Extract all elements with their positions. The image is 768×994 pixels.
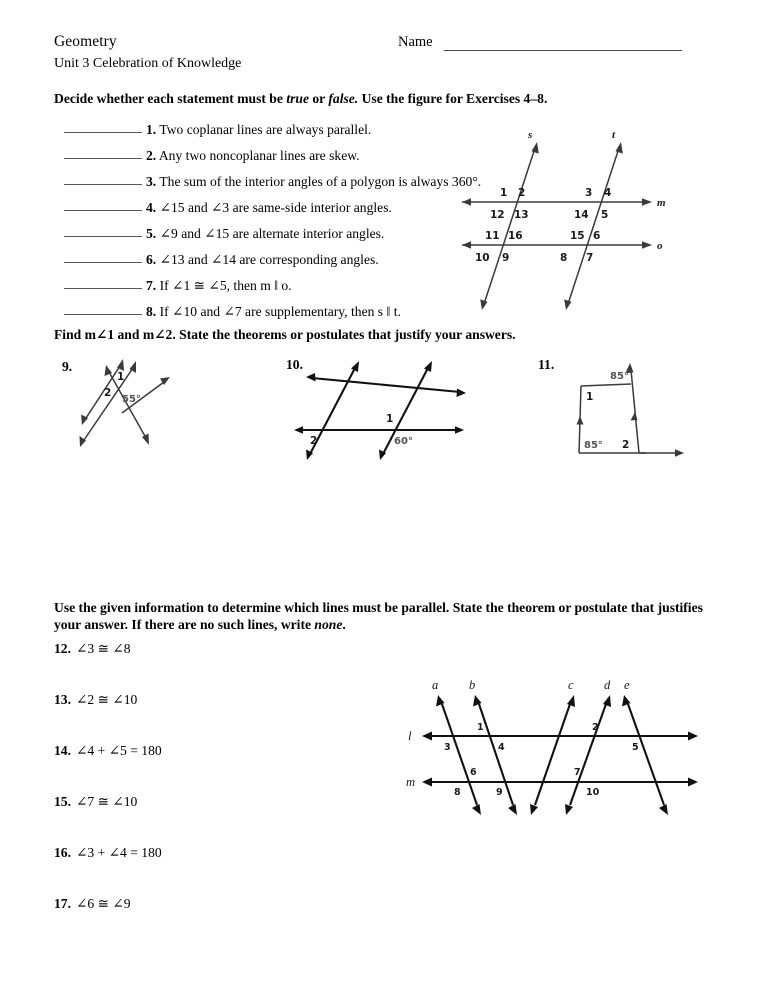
bottom-angle-label-2: 2 <box>592 722 599 733</box>
line-o-arrow-left <box>462 241 471 249</box>
figure-problem-10 <box>282 352 502 472</box>
angle-label-3: 3 <box>585 187 593 199</box>
item-text: The sum of the interior angles of a polygon is always 360°. <box>159 174 482 189</box>
name-input-line[interactable] <box>444 50 682 51</box>
transversal-b-arrow-bottom <box>508 804 517 815</box>
true-false-text-3 <box>146 174 481 190</box>
bottom-angle-label-8: 8 <box>454 787 461 798</box>
bottom-angle-label-6: 6 <box>470 767 477 778</box>
figure-top-svg <box>452 126 714 316</box>
parallel-question-item <box>54 896 354 947</box>
prob10-upper-arrow-right <box>457 389 467 398</box>
prob9-transversal <box>109 372 146 438</box>
item-number: 5. <box>146 226 157 241</box>
true-false-item <box>54 192 474 218</box>
line-label-m: m <box>657 197 666 209</box>
bottom-angle-label-1: 1 <box>477 722 484 733</box>
angle-label-14: 14 <box>574 209 589 221</box>
transversal-label-e: e <box>624 678 630 692</box>
item-text: ∠9 and ∠15 are alternate interior angles. <box>159 226 385 241</box>
prob11-left-side-arrow <box>577 416 584 425</box>
transversal-label-t: t <box>612 129 616 141</box>
name-label: Name <box>398 34 433 50</box>
true-false-item <box>54 244 474 270</box>
transversal-label-d: d <box>604 678 611 692</box>
angle-label-15: 15 <box>570 230 585 242</box>
line-l-arrow-left <box>422 732 432 741</box>
item-text: ∠6 ≅ ∠9 <box>76 896 131 911</box>
instruction-par-part-a: Use the given information to determine which lines must be parallel. State the theorem or postulate that justifies your answer. If there are no such lines, write <box>54 600 703 632</box>
line-label-o: o <box>657 240 663 252</box>
true-false-item <box>54 166 482 192</box>
answer-blank-5[interactable] <box>64 236 142 237</box>
item-text: ∠15 and ∠3 are same-side interior angles. <box>159 200 392 215</box>
true-false-item <box>54 218 474 244</box>
prob9-angle-measure: 55° <box>122 394 141 405</box>
transversal-s-arrow-top <box>532 142 539 154</box>
item-number: 16. <box>54 845 71 860</box>
item-text: Any two noncoplanar lines are skew. <box>158 148 360 163</box>
parallel-question-item <box>54 692 354 743</box>
item-text: If ∠10 and ∠7 are supplementary, then s ‖ t. <box>159 304 401 319</box>
bottom-angle-label-7: 7 <box>574 767 581 778</box>
transversal-t <box>568 148 619 304</box>
transversal-d-arrow-top <box>603 695 611 707</box>
answer-blank-2[interactable] <box>64 158 142 159</box>
prob10-transversal-left-arrow-top <box>351 361 359 372</box>
problem-number-10: 10. <box>286 357 303 372</box>
true-false-text-7 <box>146 278 292 294</box>
prob10-lower-arrow-left <box>294 426 303 434</box>
item-number: 15. <box>54 794 71 809</box>
bottom-angle-label-4: 4 <box>498 742 505 753</box>
figure-five-transversals <box>392 672 716 824</box>
angle-label-16: 16 <box>508 230 523 242</box>
transversal-s-arrow-bottom <box>480 299 487 310</box>
answer-blank-7[interactable] <box>64 288 142 289</box>
prob10-angle-label-2: 2 <box>310 435 318 447</box>
transversal-c <box>535 704 570 805</box>
angle-label-2: 2 <box>518 187 526 199</box>
parallel-question-item <box>54 845 354 896</box>
transversal-c-arrow-top <box>567 695 575 707</box>
line-o-arrow-right <box>642 241 652 249</box>
answer-blank-1[interactable] <box>64 132 142 133</box>
line-m-arrow-left <box>462 198 471 206</box>
item-number: 8. <box>146 304 157 319</box>
parallel-question-item <box>54 641 354 692</box>
answer-blank-3[interactable] <box>64 184 142 185</box>
transversal-label-s: s <box>528 129 533 141</box>
item-number: 4. <box>146 200 157 215</box>
prob10-angle-measure: 60° <box>394 436 413 447</box>
angle-label-9: 9 <box>502 252 510 264</box>
item-text: ∠3 ≅ ∠8 <box>76 641 131 656</box>
angle-label-5: 5 <box>601 209 609 221</box>
figure-problem-9 <box>60 352 240 472</box>
transversal-e <box>628 704 664 805</box>
item-number: 7. <box>146 278 157 293</box>
item-number: 1. <box>146 122 157 137</box>
prob11-bottom-ray-arrow <box>675 449 684 457</box>
prob9-angle-label-1: 1 <box>117 371 125 383</box>
true-false-item <box>54 114 474 140</box>
prob10-transversal-right-arrow-top <box>424 361 432 372</box>
true-false-item <box>54 296 474 322</box>
angle-label-7: 7 <box>586 252 594 264</box>
true-false-text-8 <box>146 304 401 320</box>
bottom-angle-label-3: 3 <box>444 742 451 753</box>
item-number: 12. <box>54 641 71 656</box>
parallel-questions-list <box>54 641 354 947</box>
line-m-arrow-right <box>642 198 652 206</box>
item-number: 17. <box>54 896 71 911</box>
item-number: 6. <box>146 252 157 267</box>
prob11-right-side-arrow-mid <box>631 412 638 421</box>
instruction-find-angles: Find m∠1 and m∠2. State the theorems or postulates that justify your answers. <box>54 327 516 342</box>
angle-label-12: 12 <box>490 209 505 221</box>
angle-label-6: 6 <box>593 230 601 242</box>
true-false-text-5 <box>146 226 384 242</box>
true-false-text-2 <box>146 148 360 164</box>
true-false-item <box>54 140 474 166</box>
instruction-tf-true: true <box>286 91 309 106</box>
item-number: 2. <box>146 148 157 163</box>
angle-label-11: 11 <box>485 230 500 242</box>
figure-problem-11 <box>536 350 726 475</box>
figure-prob10-svg <box>282 352 502 472</box>
line-label-m-bottom: m <box>406 775 416 789</box>
instruction-parallel-lines <box>54 600 722 633</box>
true-false-list <box>54 114 482 322</box>
parallel-question-item <box>54 743 354 794</box>
item-number: 3. <box>146 174 157 189</box>
prob11-angle-label-1: 1 <box>586 391 594 403</box>
transversal-a-arrow-bottom <box>472 804 481 815</box>
figure-prob9-svg <box>60 352 240 472</box>
true-false-text-4 <box>146 200 392 216</box>
prob11-right-side <box>631 370 639 453</box>
prob11-angle-label-2: 2 <box>622 439 630 451</box>
prob11-measure-top: 85° <box>610 371 629 382</box>
prob11-measure-bottom: 85° <box>584 440 603 451</box>
item-number: 14. <box>54 743 71 758</box>
figure-bottom-svg <box>392 672 716 824</box>
true-false-text-1 <box>146 122 371 138</box>
prob11-top-segment <box>581 384 631 386</box>
line-m-bottom-arrow-right <box>688 778 698 787</box>
problem-number-11: 11. <box>538 357 555 372</box>
prob10-lower-arrow-right <box>455 426 464 434</box>
bottom-angle-label-9: 9 <box>496 787 503 798</box>
figure-parallel-lines-transversals <box>452 126 714 316</box>
transversal-s <box>484 148 535 304</box>
transversal-label-b: b <box>469 678 476 692</box>
item-text: ∠2 ≅ ∠10 <box>76 692 138 707</box>
angle-label-1: 1 <box>500 187 508 199</box>
instruction-tf-or: or <box>308 91 329 106</box>
parallel-question-item <box>54 794 354 845</box>
transversal-label-a: a <box>432 678 439 692</box>
page-subtitle: Unit 3 Celebration of Knowledge <box>54 56 242 71</box>
page-title: Geometry <box>54 33 117 50</box>
transversal-label-c: c <box>568 678 574 692</box>
figure-prob11-svg <box>536 350 726 475</box>
prob10-upper-arrow-left <box>306 373 316 382</box>
bottom-angle-label-10: 10 <box>586 787 600 798</box>
item-text: If ∠1 ≅ ∠5, then m ‖ o. <box>159 278 292 293</box>
prob9-line-1 <box>86 366 120 418</box>
line-label-l: l <box>408 729 412 743</box>
item-number: 13. <box>54 692 71 707</box>
transversal-t-arrow-top <box>616 142 623 154</box>
answer-blank-6[interactable] <box>64 262 142 263</box>
instruction-par-part-b: . <box>342 616 346 632</box>
true-false-item <box>54 270 474 296</box>
angle-label-10: 10 <box>475 252 490 264</box>
instruction-tf-part-b: Use the figure for Exercises 4–8. <box>358 91 548 106</box>
answer-blank-4[interactable] <box>64 210 142 211</box>
prob10-angle-label-1: 1 <box>386 413 394 425</box>
transversal-d-arrow-bottom <box>565 804 573 815</box>
transversal-e-arrow-bottom <box>659 804 668 815</box>
prob9-transversal-arrow-bottom <box>142 434 149 446</box>
item-text: ∠13 and ∠14 are corresponding angles. <box>159 252 379 267</box>
line-l-arrow-right <box>688 732 698 741</box>
item-text: ∠7 ≅ ∠10 <box>76 794 138 809</box>
answer-blank-8[interactable] <box>64 314 142 315</box>
angle-label-4: 4 <box>604 187 612 199</box>
item-text: ∠3 + ∠4 = 180 <box>76 845 162 860</box>
angle-label-13: 13 <box>514 209 529 221</box>
bottom-angle-label-5: 5 <box>632 742 639 753</box>
prob9-angle-label-2: 2 <box>104 387 112 399</box>
instruction-true-false <box>54 91 714 108</box>
instruction-par-none: none <box>314 616 343 632</box>
angle-label-8: 8 <box>560 252 568 264</box>
item-text: Two coplanar lines are always parallel. <box>159 122 372 137</box>
transversal-c-arrow-bottom <box>530 804 538 815</box>
problem-number-9: 9. <box>62 359 73 374</box>
true-false-text-6 <box>146 252 379 268</box>
instruction-tf-part-a: Decide whether each statement must be <box>54 91 287 106</box>
item-text: ∠4 + ∠5 = 180 <box>76 743 162 758</box>
line-m-bottom-arrow-left <box>422 778 432 787</box>
prob10-upper-line <box>312 378 460 392</box>
instruction-tf-false: false. <box>328 91 359 106</box>
transversal-t-arrow-bottom <box>564 299 571 310</box>
